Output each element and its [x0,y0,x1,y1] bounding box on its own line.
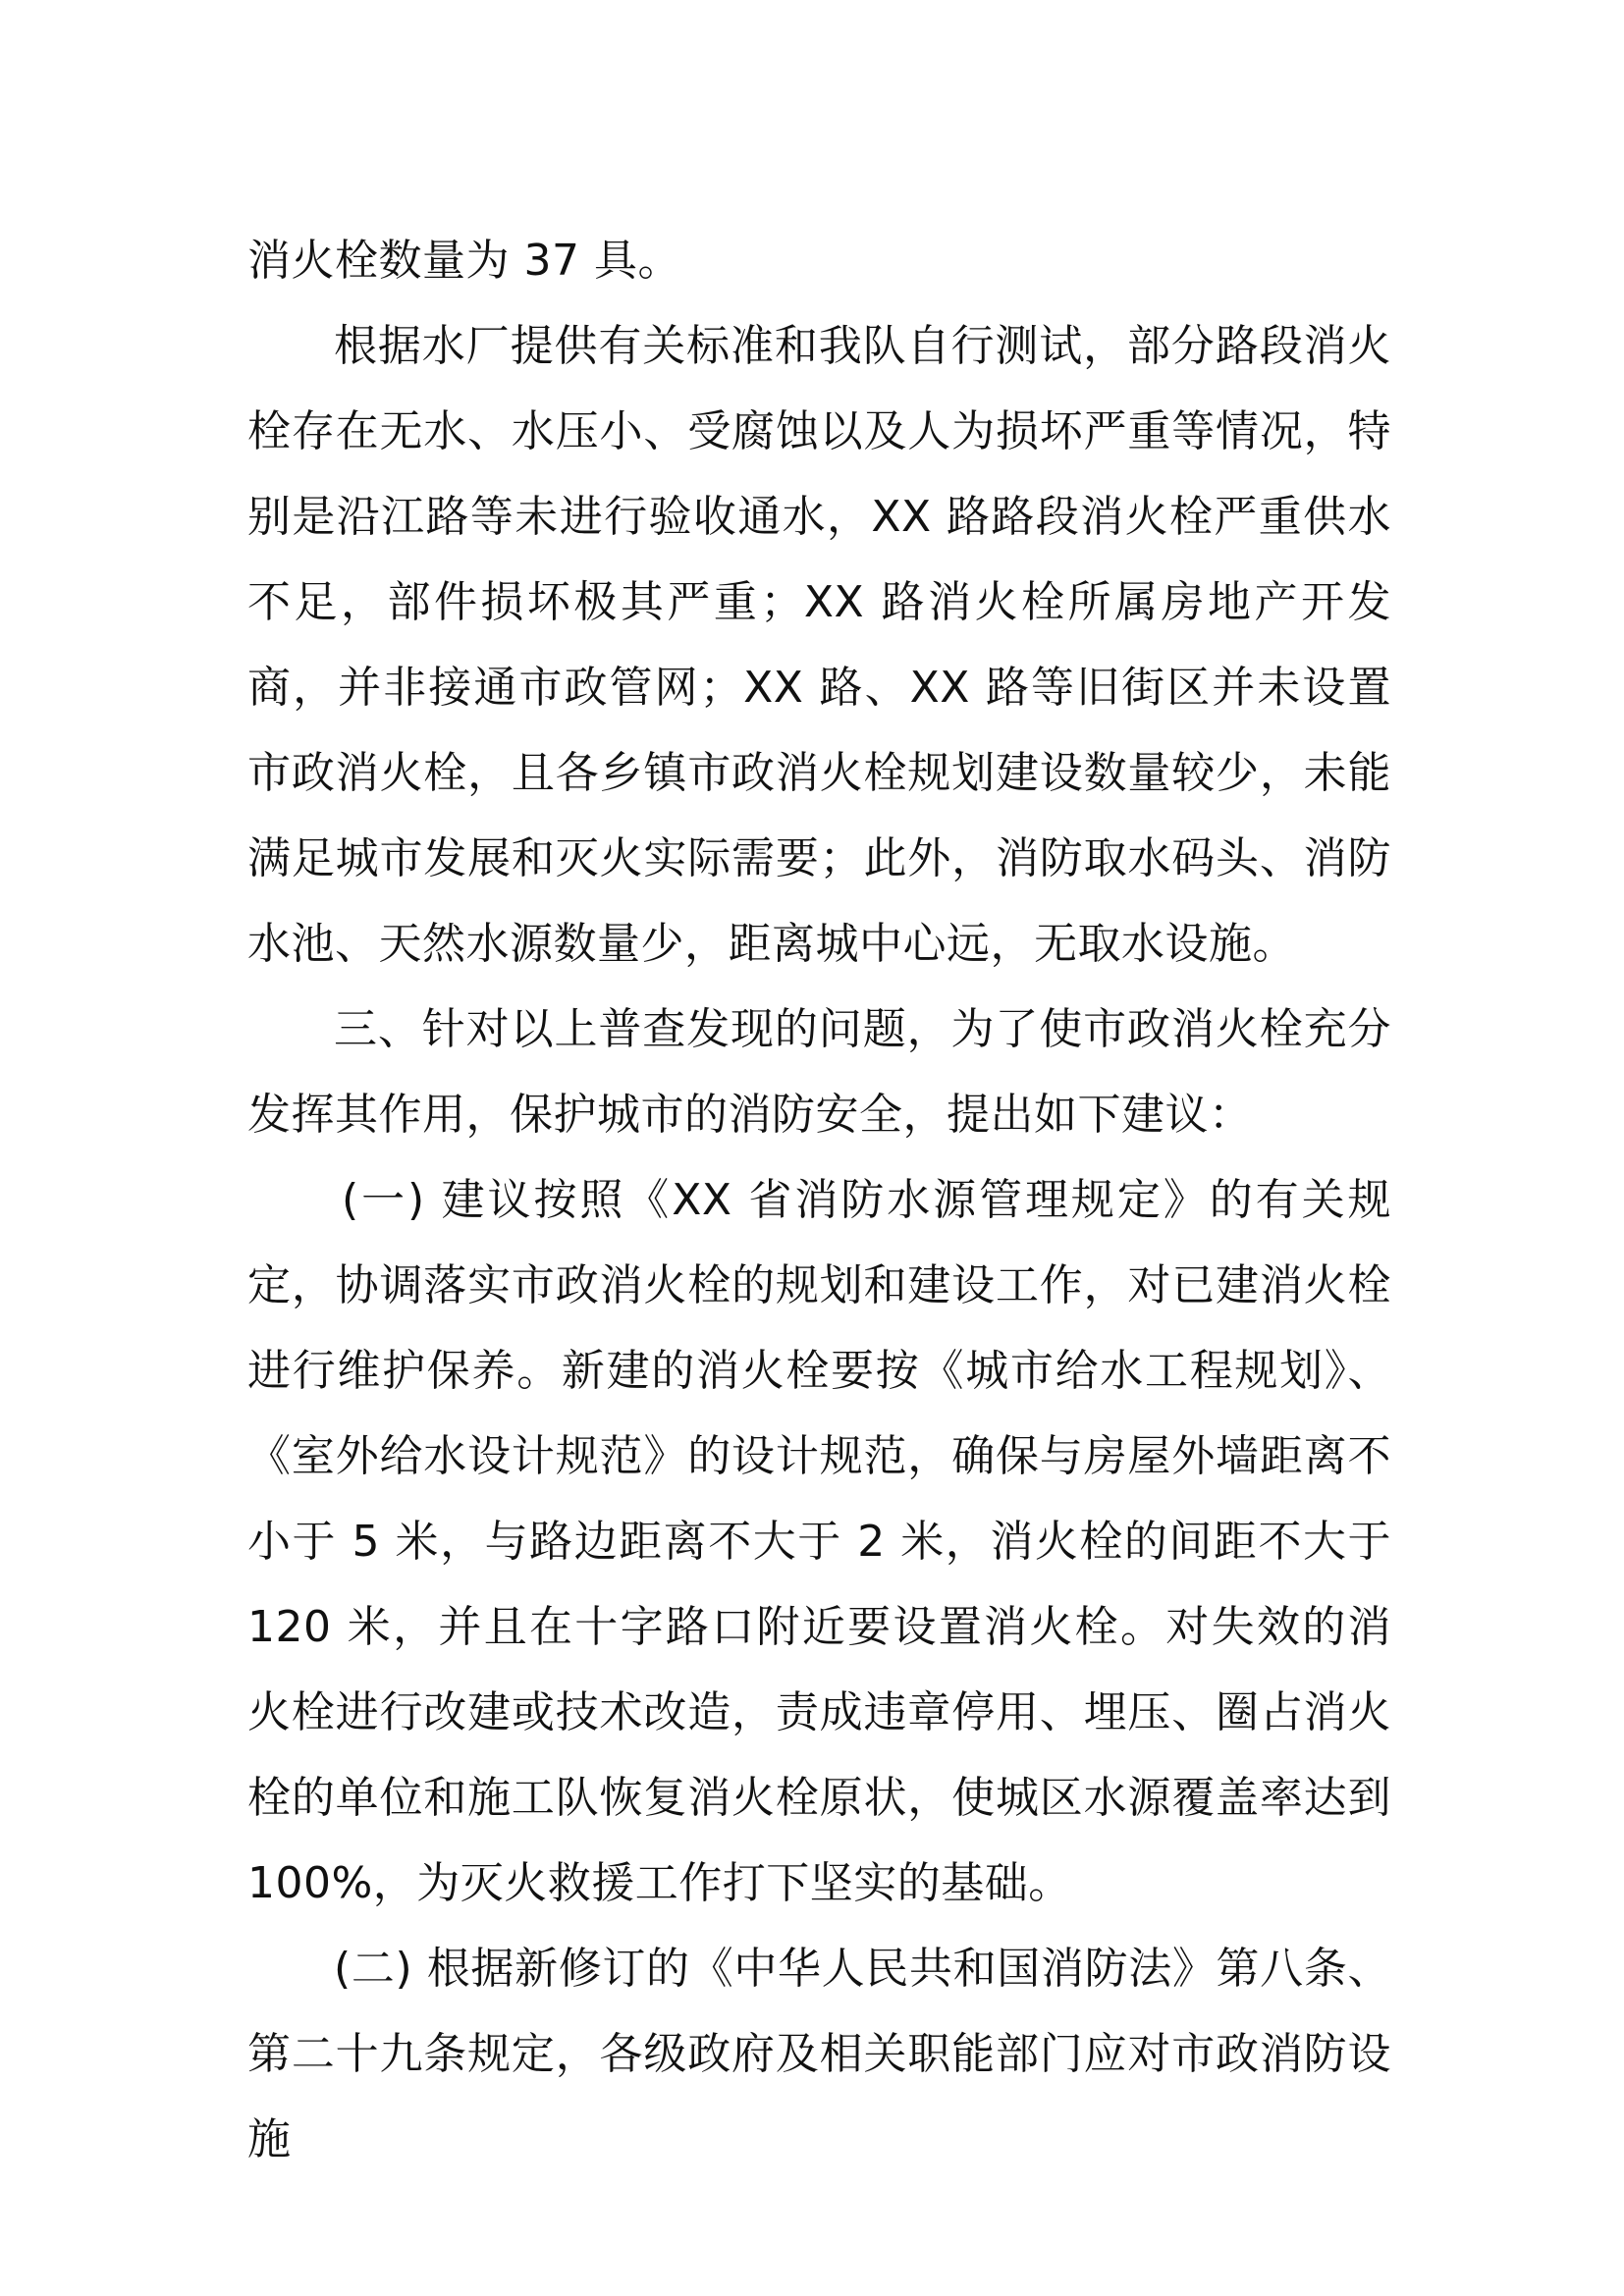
paragraph-section-three-heading: 三、针对以上普查发现的问题，为了使市政消火栓充分发挥其作用，保护城市的消防安全，提出如下建议： [247,1004,1391,1140]
paragraph-hydrant-count: 消火栓数量为 37 具。 [247,236,681,286]
paragraph-suggestion-two: (二) 根据新修订的《中华人民共和国消防法》第八条、第二十九条规定，各级政府及相关职能部门应对市政消防设施 [247,1944,1391,2164]
paragraph-suggestion-one: (一) 建议按照《XX 省消防水源管理规定》的有关规定，协调落实市政消火栓的规划和建设工作，对已建消火栓进行维护保养。新建的消火栓要按《城市给水工程规划》、《室外给水设计规范》的设计规范，确保与房屋外墙距离不小于 5 米，与路边距离不大于 2 米，消火栓的间距不大于 120 米，并且在十字路口附近要设置消火栓。对失效的消火栓进行改建或技术改造，责成违章停用、埋压、圈占消火栓的单位和施工队恢复消火栓原状，使城区水源覆盖率达到 100%，为灭火救援工作打下坚实的基础。 [247,1175,1391,1908]
document-body [247,218,1391,2182]
paragraph-problems: 根据水厂提供有关标准和我队自行测试，部分路段消火栓存在无水、水压小、受腐蚀以及人为损坏严重等情况，特别是沿江路等未进行验收通水，XX 路路段消火栓严重供水不足，部件损坏极其严重；XX 路消火栓所属房地产开发商，并非接通市政管网；XX 路、XX 路等旧街区并未设置市政消火栓，且各乡镇市政消火栓规划建设数量较少，未能满足城市发展和灭火实际需要；此外，消防取水码头、消防水池、天然水源数量少，距离城中心远，无取水设施。 [247,321,1391,969]
